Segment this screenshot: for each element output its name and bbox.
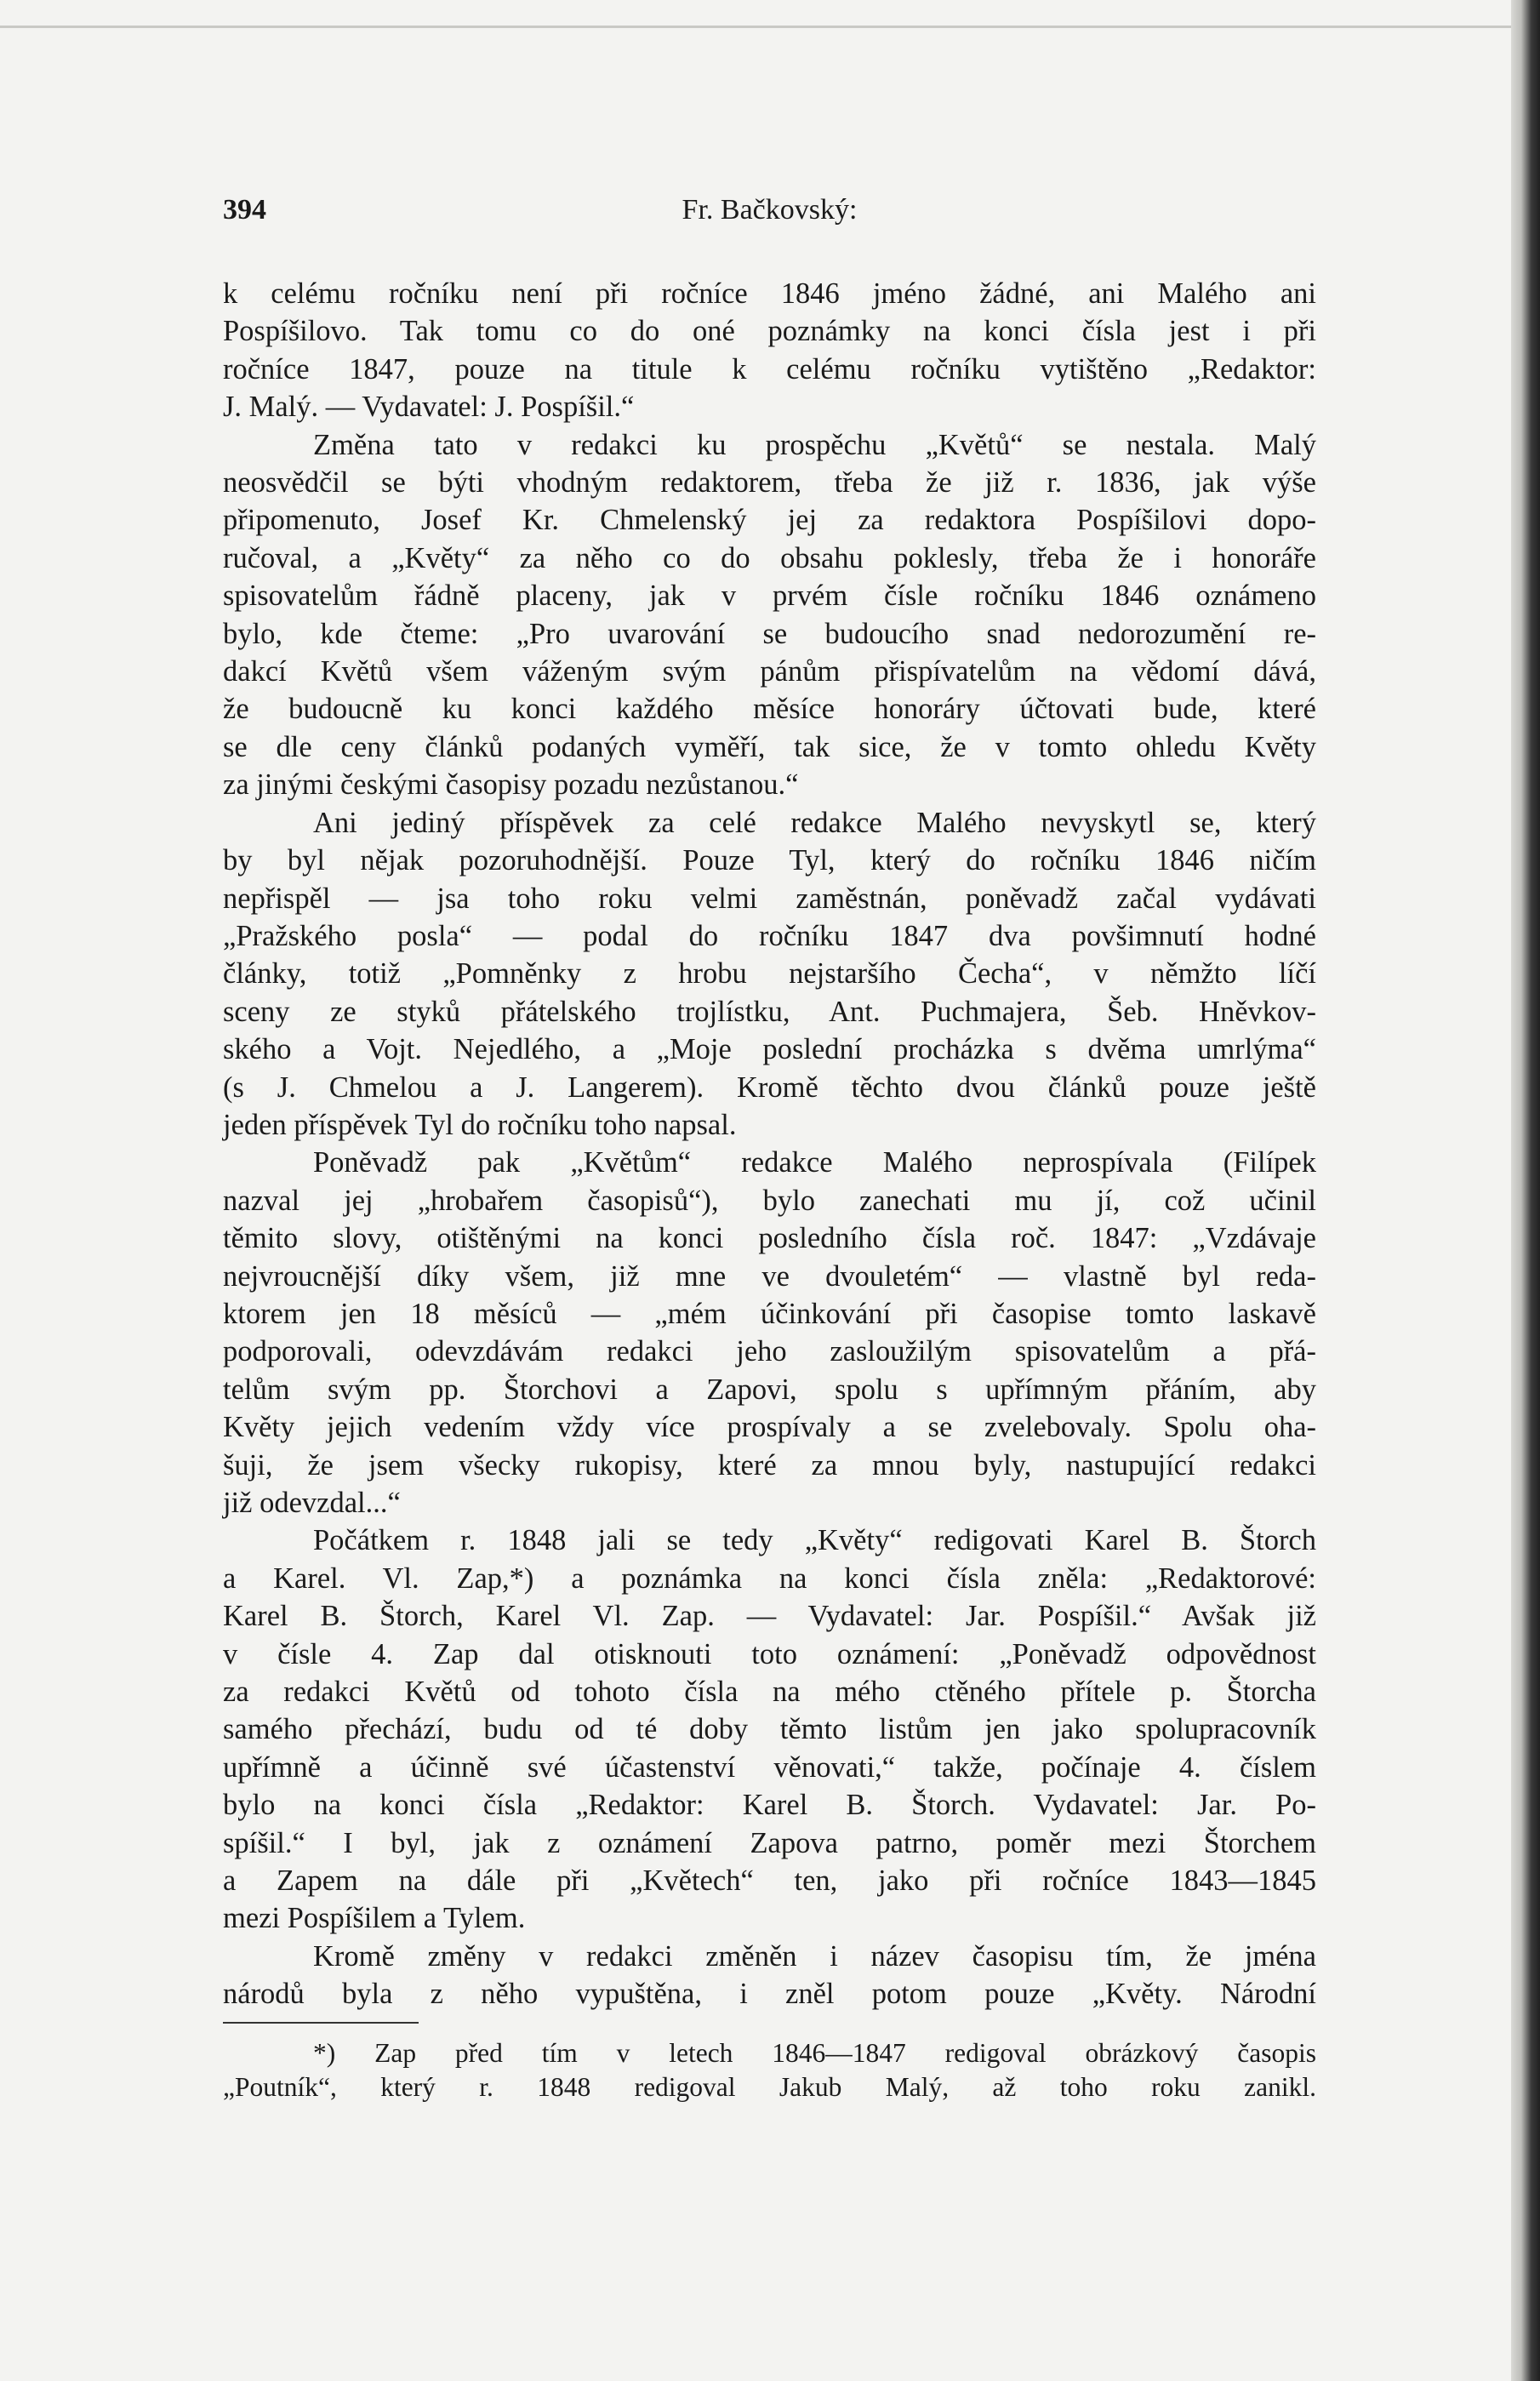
text-line: v čísle 4. Zap dal otisknouti toto oznámení: „Poněvadž odpovědnost [223, 1637, 1316, 1670]
text-line: jeden příspěvek Tyl do ročníku toho napsal. [223, 1108, 737, 1141]
footnote-rule [223, 2022, 419, 2024]
text-line: šuji, že jsem všecky rukopisy, které za mnou byly, nastupující redakci [223, 1448, 1316, 1482]
footnote-line: *) Zap před tím v letech 1846—1847 redigoval obrázkový časopis [313, 2038, 1316, 2068]
text-line: ročníce 1847, pouze na titule k celému ročníku vytištěno „Redaktor: [223, 352, 1316, 385]
text-line: spíšil.“ I byl, jak z oznámení Zapova patrno, poměr mezi Štorchem [223, 1826, 1316, 1859]
text-line: články, totiž „Pomněnky z hrobu nejstaršího Čecha“, v němžto líčí [223, 957, 1316, 991]
text-line: že budoucně ku konci každého měsíce honoráry účtovati bude, které [223, 693, 1316, 726]
text-line: národů byla z něho vypuštěna, i zněl potom pouze „Květy. Národní [223, 1978, 1316, 2011]
text-line: podporovali, odevzdávám redakci jeho zasloužilým spisovatelům a přá- [223, 1335, 1316, 1368]
text-line: Pospíšilovo. Tak tomu co do oné poznámky na konci čísla jest i při [223, 315, 1316, 348]
text-line: by byl nějak pozoruhodnější. Pouze Tyl, který do ročníku 1846 ničím [223, 844, 1316, 877]
text-line: samého přechází, budu od té doby těmto listům jen jako spolupracovník [223, 1713, 1316, 1746]
text-line: za jinými českými časopisy pozadu nezůstanou.“ [223, 768, 799, 802]
footnote [223, 2036, 1316, 2104]
text-line: nazval jej „hrobařem časopisů“), bylo zanechati mu jí, což učinil [223, 1184, 1316, 1217]
text-line: se dle ceny článků podaných vyměří, tak sice, že v tomto ohledu Květy [223, 730, 1316, 763]
page-top-edge [0, 26, 1511, 28]
text-line: Ani jediný příspěvek za celé redakce Malého nevyskytl se, který [313, 806, 1316, 839]
body-text [223, 275, 1316, 2013]
text-line: a Zapem na dále při „Květech“ ten, jako při ročníce 1843—1845 [223, 1864, 1316, 1898]
text-line: bylo na konci čísla „Redaktor: Karel B. Štorch. Vydavatel: Jar. Po- [223, 1789, 1316, 1822]
text-line: Poněvadž pak „Květům“ redakce Malého neprospívala (Filípek [313, 1146, 1316, 1179]
text-line: a Karel. Vl. Zap,*) a poznámka na konci čísla zněla: „Redaktorové: [223, 1562, 1316, 1595]
text-line: bylo, kde čteme: „Pro uvarování se budoucího snad nedorozumění re- [223, 617, 1316, 650]
text-line: ského a Vojt. Nejedlého, a „Moje poslední procházka s dvěma umrlýma“ [223, 1033, 1316, 1066]
text-line: k celému ročníku není při ročníce 1846 jméno žádné, ani Malého ani [223, 277, 1316, 310]
text-line: připomenuto, Josef Kr. Chmelenský jej za redaktora Pospíšilovi dopo- [223, 504, 1316, 537]
text-line: již odevzdal...“ [223, 1487, 401, 1519]
text-line: Počátkem r. 1848 jali se tedy „Květy“ redigovati Karel B. Štorch [313, 1524, 1316, 1557]
text-line: dakcí Květů všem váženým svým pánům přispívatelům na vědomí dává, [223, 655, 1316, 688]
text-line: telům svým pp. Štorchovi a Zapovi, spolu s upřímným přáním, aby [223, 1373, 1316, 1406]
text-line: za redakci Květů od tohoto čísla na mého ctěného přítele p. Štorcha [223, 1676, 1316, 1709]
text-line: Květy jejich vedením vždy více prospívaly a se zvelebovaly. Spolu oha- [223, 1411, 1316, 1444]
text-line: neosvědčil se býti vhodným redaktorem, třeba že již r. 1836, jak výše [223, 466, 1316, 500]
text-line: „Pražského posla“ — podal do ročníku 1847 dva povšimnutí hodné [223, 919, 1316, 952]
text-line: ručoval, a „Květy“ za něho co do obsahu poklesly, třeba že i honoráře [223, 541, 1316, 574]
text-line: nejvroucnější díky všem, již mne ve dvouletém“ — vlastně byl reda- [223, 1259, 1316, 1293]
text-line: mezi Pospíšilem a Tylem. [223, 1902, 526, 1935]
text-line: těmito slovy, otištěnými na konci posledního čísla roč. 1847: „Vzdávaje [223, 1222, 1316, 1255]
text-line: spisovatelům řádně placeny, jak v prvém čísle ročníku 1846 oznámeno [223, 580, 1316, 613]
footnote-line: „Poutník“, který r. 1848 redigoval Jakub Malý, až toho roku zanikl. [223, 2072, 1316, 2102]
running-head: Fr. Bačkovský: [682, 194, 858, 226]
page-number: 394 [223, 194, 266, 226]
page-header [223, 194, 1316, 237]
page-right-edge-shadow [1511, 0, 1540, 2381]
text-line: Karel B. Štorch, Karel Vl. Zap. — Vydavatel: Jar. Pospíšil.“ Avšak již [223, 1600, 1316, 1633]
text-line: Změna tato v redakci ku prospěchu „Květů“ se nestala. Malý [313, 428, 1316, 461]
text-line: upřímně a účinně své účastenství věnovati,“ takže, počínaje 4. číslem [223, 1750, 1316, 1784]
text-line: (s J. Chmelou a J. Langerem). Kromě těchto dvou článků pouze ještě [223, 1071, 1316, 1104]
text-line: J. Malý. — Vydavatel: J. Pospíšil.“ [223, 391, 635, 424]
text-line: Kromě změny v redakci změněn i název časopisu tím, že jména [313, 1939, 1316, 1973]
text-line: ktorem jen 18 měsíců — „mém účinkování při časopise tomto laskavě [223, 1297, 1316, 1330]
text-line: sceny ze styků přátelského trojlístku, Ant. Puchmajera, Šeb. Hněvkov- [223, 995, 1316, 1028]
text-line: nepřispěl — jsa toho roku velmi zaměstnán, poněvadž začal vydávati [223, 882, 1316, 915]
